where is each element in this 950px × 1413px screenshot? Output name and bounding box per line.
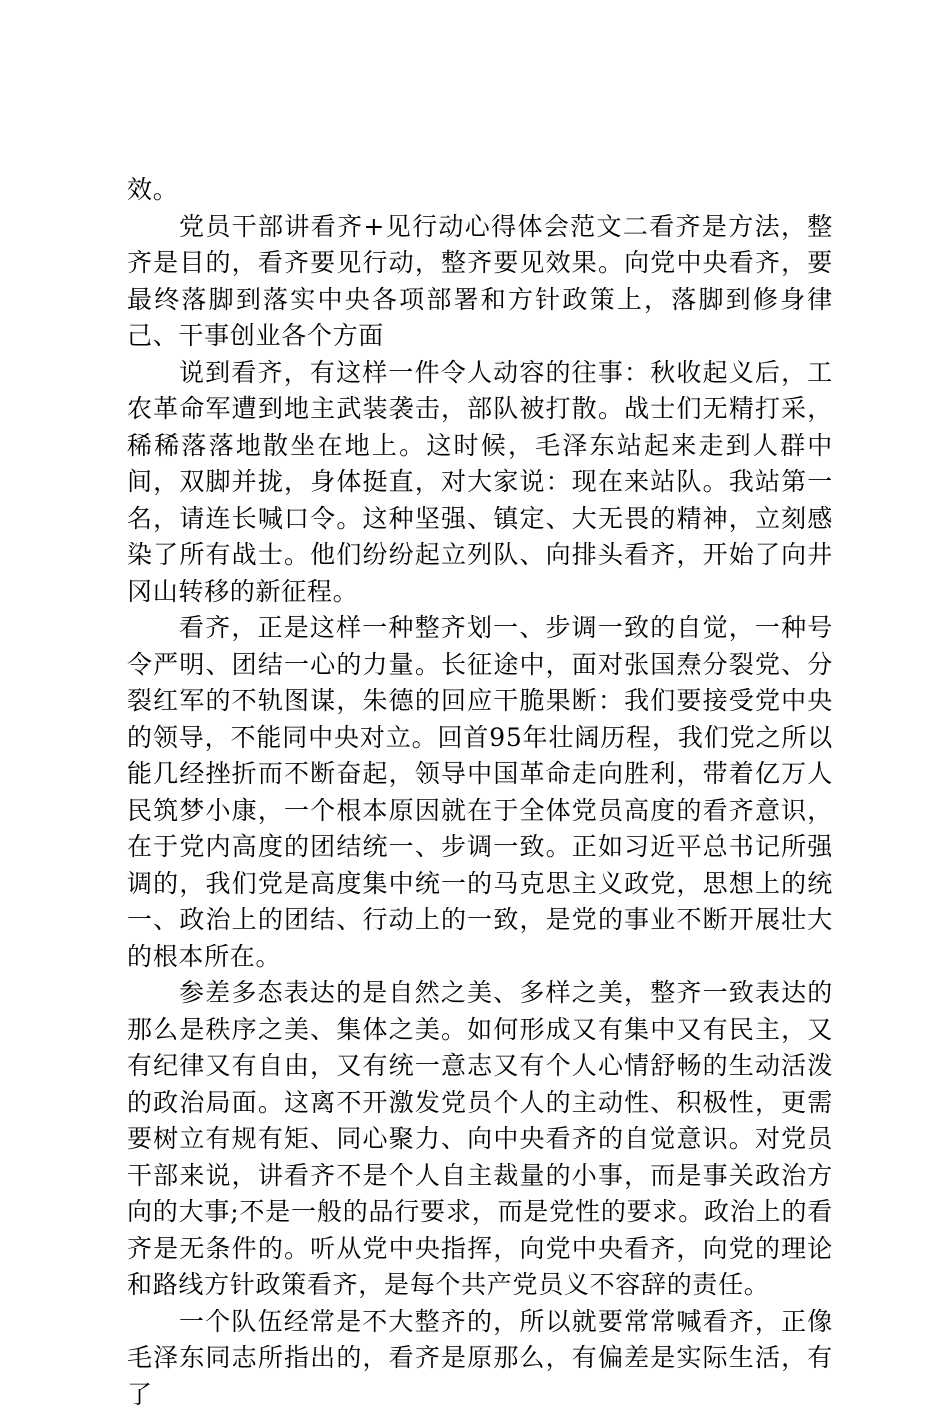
paragraph-order-beauty: 参差多态表达的是自然之美、多样之美，整齐一致表达的那么是秩序之美、集体之美。如何形成又有集中又有民主，又有纪律又有自由，又有统一意志又有个人心情舒畅的生动活泼的政治局面。这离不开激发党员个人的主动性、积极性，更需要树立有规有矩、同心聚力、向中央看齐的自觉意识。对党员干部来说，讲看齐不是个人自主裁量的小事，而是事关政治方向的大事;不是一般的品行要求，而是党性的要求。政治上的看齐是无条件的。听从党中央指挥，向党中央看齐，向党的理论和路线方针政策看齐，是每个共产党员义不容辞的责任。	[127, 975, 833, 1304]
paragraph-team-alignment: 一个队伍经常是不大整齐的，所以就要常常喊看齐，正像毛泽东同志所指出的，看齐是原那么，有偏差是实际生活，有了	[127, 1304, 833, 1413]
paragraph-alignment-power: 看齐，正是这样一种整齐划一、步调一致的自觉，一种号令严明、团结一心的力量。长征途中，面对张国焘分裂党、分裂红军的不轨图谋，朱德的回应干脆果断：我们要接受党中央的领导，不能同中央对立。回首95年壮阔历程，我们党之所以能几经挫折而不断奋起，领导中国革命走向胜利，带着亿万人民筑梦小康，一个根本原因就在于全体党员高度的看齐意识，在于党内高度的团结统一、步调一致。正如习近平总书记所强调的，我们党是高度集中统一的马克思主义政党，思想上的统一、政治上的团结、行动上的一致，是党的事业不断开展壮大的根本所在。	[127, 610, 833, 975]
document-body	[127, 172, 833, 1413]
paragraph-title-intro: 党员干部讲看齐+见行动心得体会范文二看齐是方法，整齐是目的，看齐要见行动，整齐要见效果。向党中央看齐，要最终落脚到落实中央各项部署和方针政策上，落脚到修身律己、干事创业各个方面	[127, 209, 833, 355]
paragraph-autumn-harvest-story: 说到看齐，有这样一件令人动容的往事：秋收起义后，工农革命军遭到地主武装袭击，部队被打散。战士们无精打采，稀稀落落地散坐在地上。这时候，毛泽东站起来走到人群中间，双脚并拢，身体挺直，对大家说：现在来站队。我站第一名，请连长喊口令。这种坚强、镇定、大无畏的精神，立刻感染了所有战士。他们纷纷起立列队、向排头看齐，开始了向井冈山转移的新征程。	[127, 355, 833, 611]
paragraph-continuation: 效。	[127, 172, 833, 209]
